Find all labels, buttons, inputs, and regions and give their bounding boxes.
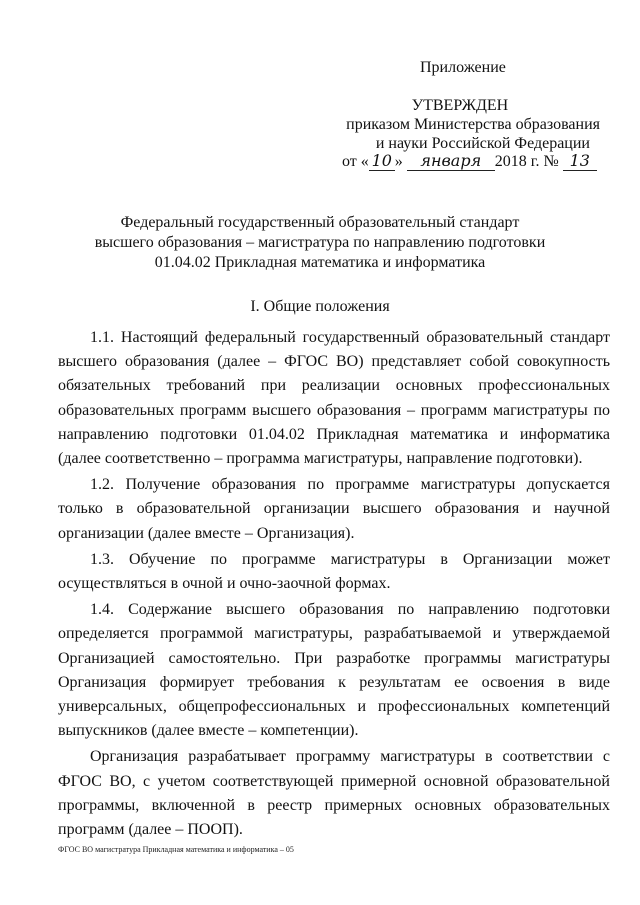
handwritten-order-number: 13 — [563, 151, 597, 171]
title-line-1: Федеральный государственный образовательный стандарт — [120, 214, 520, 231]
order-date-line — [342, 151, 612, 171]
paragraph-organization: Организация разрабатывает программу магистратуры в соответствии с ФГОС ВО, с учетом соответствующей примерной основной образовательной программы, включенной в реестр примерных основных образовательных программ (далее – ПООП). — [58, 748, 610, 839]
appendix-label: Приложение — [420, 59, 506, 76]
title-line-2: высшего образования – магистратура по направлению подготовки — [94, 234, 546, 251]
paragraph-1-3: 1.3. Обучение по программе магистратуры в Организации может осуществляться в очной и очно-заочной формах. — [58, 550, 610, 593]
approved-label: УТВЕРЖДЕН — [411, 97, 509, 114]
section-heading: I. Общие положения — [250, 298, 390, 315]
handwritten-day: 10 — [369, 151, 395, 171]
paragraph-1-4: 1.4. Содержание высшего образования по направлению подготовки определяется программой магистратуры, разрабатываемой и утверждаемой Организацией самостоятельно. При разработке программы магистратуры Организация формирует требования к результатам ее освоения в виде универсальных, общепрофессиональных и профессиональных компетенций выпускников (далее вместе – компетенции). — [58, 601, 610, 740]
date-year: 2018 г. № — [494, 153, 559, 170]
document-body — [58, 326, 610, 842]
paragraph-1-2: 1.2. Получение образования по программе магистратуры допускается только в образовательной организации высшего образования и научной организации (далее вместе – Организация). — [58, 476, 610, 542]
order-line-2: и науки Российской Федерации — [375, 135, 590, 152]
document-title — [60, 213, 580, 273]
date-mid: » — [394, 153, 403, 170]
title-line-3: 01.04.02 Прикладная математика и информатика — [154, 254, 486, 271]
date-prefix: от « — [342, 153, 369, 170]
order-line-1: приказом Министерства образования — [346, 116, 600, 133]
page-footer: ФГОС ВО магистратура Прикладная математика и информатика – 05 — [58, 845, 294, 854]
paragraph-1-1: 1.1. Настоящий федеральный государственный образовательный стандарт высшего образования (далее – ФГОС ВО) представляет собой совокупность обязательных требований при реализации основных профессиональных образовательных программ высшего образования – программ магистратуры по направлению подготовки 01.04.02 Прикладная математика и информатика (далее соответственно – программа магистратуры, направление подготовки). — [58, 329, 610, 468]
handwritten-month: января — [407, 151, 495, 171]
